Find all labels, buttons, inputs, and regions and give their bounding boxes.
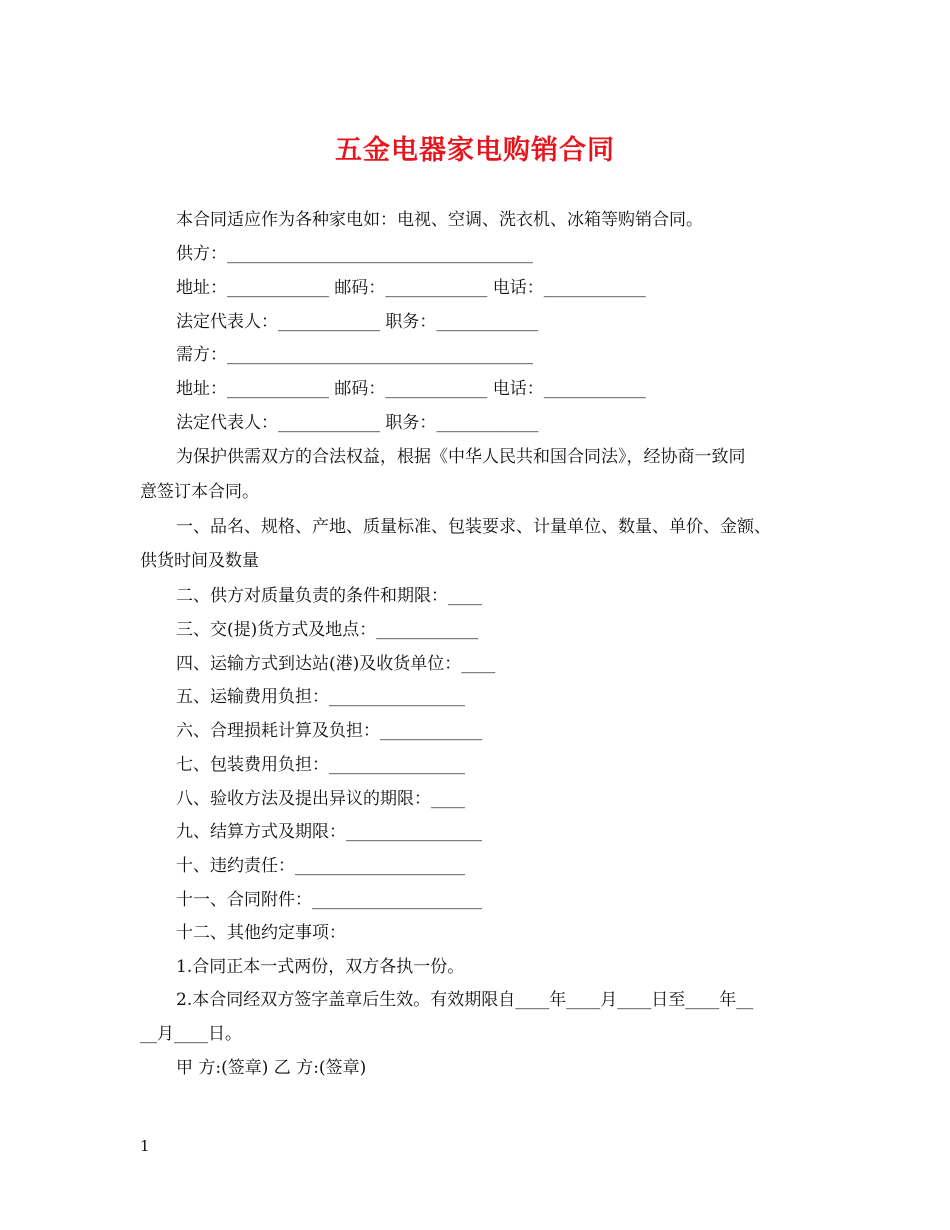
clause-6: 六、合理损耗计算及负担：____________ [176, 721, 482, 741]
term-1: 1.合同正本一式两份，双方各执一份。 [176, 957, 465, 977]
clause-9: 九、结算方式及期限：________________ [176, 822, 482, 842]
clause-8: 八、验收方法及提出异议的期限：____ [176, 789, 465, 809]
buyer-address-line: 地址：____________ 邮码：____________ 电话：____________ [176, 379, 646, 399]
signature-line: 甲 方:(签章) 乙 方:(签章) [176, 1058, 367, 1078]
clause-1-line-cont: 供货时间及数量 [140, 551, 259, 571]
clause-1-line: 一、品名、规格、产地、质量标准、包装要求、计量单位、数量、单价、金额、 [176, 517, 771, 537]
preamble-line: 为保护供需双方的合法权益，根据《中华人民共和国合同法》，经协商一致同 [176, 447, 746, 467]
term-2: 2.本合同经双方签字盖章后生效。有效期限自____年____月____日至____年__ [176, 990, 754, 1010]
buyer-line: 需方：____________________________________ [176, 345, 533, 365]
preamble-line-cont: 意签订本合同。 [140, 482, 259, 502]
clause-2: 二、供方对质量负责的条件和期限：____ [176, 586, 482, 606]
clause-11: 十一、合同附件：____________________ [176, 890, 482, 910]
supplier-address-line: 地址：____________ 邮码：____________ 电话：____________ [176, 278, 646, 298]
clause-12: 十二、其他约定事项： [176, 923, 346, 943]
supplier-rep-line: 法定代表人：____________ 职务：____________ [176, 312, 539, 332]
clause-3: 三、交(提)货方式及地点：____________ [176, 620, 479, 640]
term-2-cont: __月____日。 [140, 1024, 242, 1044]
clause-7: 七、包装费用负担：________________ [176, 755, 465, 775]
page-number: 1 [140, 1137, 150, 1155]
clause-4: 四、运输方式到达站(港)及收货单位：____ [176, 654, 496, 674]
intro-line: 本合同适应作为各种家电如：电视、空调、洗衣机、冰箱等购销合同。 [176, 210, 703, 230]
buyer-rep-line: 法定代表人：____________ 职务：____________ [176, 413, 539, 433]
document-title: 五金电器家电购销合同 [335, 135, 615, 166]
clause-5: 五、运输费用负担：________________ [176, 687, 465, 707]
supplier-line: 供方：____________________________________ [176, 244, 533, 264]
clause-10: 十、违约责任：____________________ [176, 856, 465, 876]
